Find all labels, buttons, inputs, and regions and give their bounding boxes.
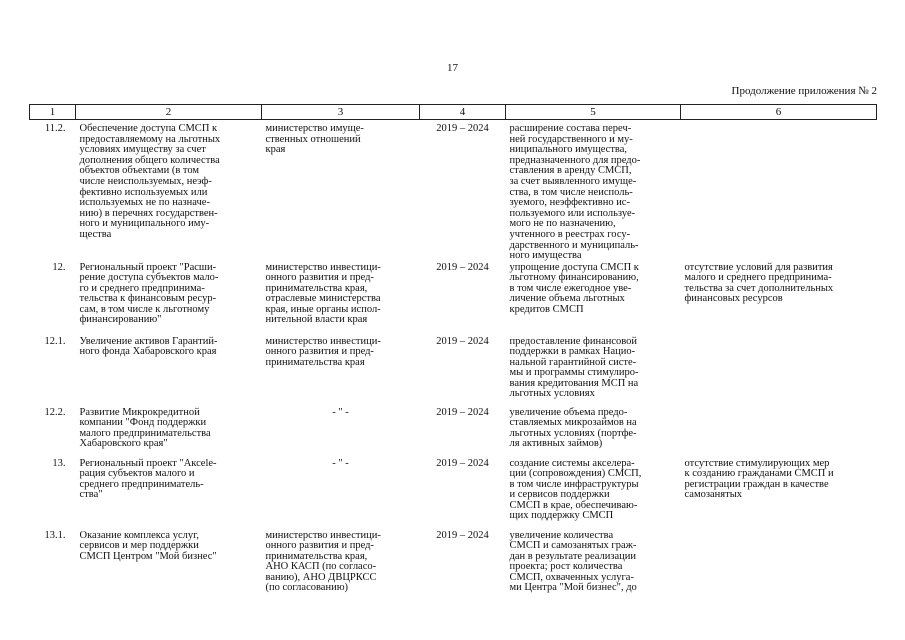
row-period: 2019 – 2024: [436, 406, 489, 418]
row-result: увеличение количества СМСП и самозанятых граж- дан в результате реализации проекта; рост количества СМСП, охваченных услуга- ми Центра "Мой бизнес", до: [509, 529, 637, 594]
row-event: Развитие Микрокредитной компании "Фонд поддержки малого предпринимательства Хабаровского края": [79, 406, 211, 450]
row-event: Оказание комплекса услуг, сервисов и мер поддержки СМСП Центром "Мой бизнес": [79, 529, 217, 562]
row-consequences: [681, 337, 877, 408]
row-consequences: отсутствие стимулирующих мер к созданию гражданами СМСП и регистрации граждан в качестве самозанятых: [684, 457, 834, 501]
row-executor: министерство имуще- ственных отношений края: [265, 123, 364, 156]
row-executor: - " -: [332, 406, 349, 418]
page-number: 17: [447, 62, 458, 74]
table-row: [30, 120, 877, 263]
row-event: Региональный проект "Расши- рение доступа субъектов мало- го и среднего предпринима- тельства к финансовым ресур- сам, в том числе к льготному финансированию": [79, 261, 219, 326]
row-consequences: [681, 408, 877, 459]
column-header: 3: [262, 105, 420, 120]
column-header: 1: [30, 105, 76, 120]
table-row: [30, 459, 877, 531]
row-number: 12.2.: [44, 406, 66, 418]
column-header: 6: [681, 105, 877, 120]
column-header: 2: [76, 105, 262, 120]
row-event: Обеспечение доступа СМСП к предоставляемому на льготных условиях имуществу за счет дополнения общего количества объектов объектами (в том числе неиспользуемых, неэф- фективно используемых или используемых не по назначе- нию) в перечнях государствен- ного и муниципального иму- щества: [79, 123, 221, 240]
row-consequences: [681, 120, 877, 263]
row-number: 12.: [52, 261, 66, 273]
table-row: [30, 337, 877, 408]
table-row: [30, 408, 877, 459]
row-result: упрощение доступа СМСП к льготному финансированию, в том числе ежегодное уве- личение объема льготных кредитов СМСП: [509, 261, 639, 315]
row-number: 11.2.: [44, 123, 66, 134]
row-result: предоставление финансовой поддержки в рамках Нацио- нальной гарантийной систе- мы и программы стимулиро- вания кредитования МСП на льготных условиях: [509, 335, 639, 400]
row-event: Увеличение активов Гарантий- ного фонда Хабаровского края: [79, 335, 218, 358]
row-period: 2019 – 2024: [436, 529, 489, 541]
row-number: 12.1.: [44, 335, 66, 347]
row-executor: министерство инвестици- онного развития и пред- принимательства края, АНО КАСП (по согласо- ванию), АНО ДВЦРКСС (по согласованию): [265, 529, 381, 594]
row-consequences: отсутствие условий для развития малого и среднего предпринима- тельства за счет дополнительных финансовых ресурсов: [684, 261, 834, 305]
row-result: создание системы акселера- ции (сопровождения) СМСП, в том числе инфраструктуры и сервисов поддержки СМСП в крае, обеспечиваю- щих поддержку СМСП: [509, 457, 642, 522]
table-row: [30, 531, 877, 597]
row-period: 2019 – 2024: [436, 335, 489, 347]
table-row: [30, 263, 877, 337]
row-period: 2019 – 2024: [436, 457, 489, 469]
row-period: 2019 – 2024: [436, 123, 489, 134]
row-executor: министерство инвестици- онного развития и пред- принимательства края: [265, 335, 381, 368]
row-executor: - " -: [332, 457, 349, 469]
row-number: 13.1.: [44, 529, 66, 541]
plan-table: [29, 104, 877, 597]
row-result: расширение состава переч- ней государственного и му- ниципального имущества, предназначенного для предо- ставления в аренду СМСП, за счет выявленного имуще- ства, в том числе неисполь- зуемого, неэффективно ис- пользуемого или используе- мого не по назначению, учтенного в реестрах госу- дарственного и муниципаль- ного имущества: [509, 123, 641, 262]
row-executor: министерство инвестици- онного развития и пред- принимательства края, отраслевые министерства края, иные органы испол- нительной власти края: [265, 261, 381, 326]
row-number: 13.: [52, 457, 66, 469]
table-header-row: [30, 105, 877, 120]
row-period: 2019 – 2024: [436, 261, 489, 273]
continuation-label: Продолжение приложения № 2: [731, 85, 877, 97]
row-event: Региональный проект "Аксele- рация субъектов малого и среднего предприниматель- ства": [79, 457, 217, 501]
column-header: 4: [420, 105, 506, 120]
column-header: 5: [506, 105, 681, 120]
row-result: увеличение объема предо- ставляемых микрозаймов на льготных условиях (портфе- ля активных займов): [509, 406, 637, 450]
row-consequences: [681, 531, 877, 597]
